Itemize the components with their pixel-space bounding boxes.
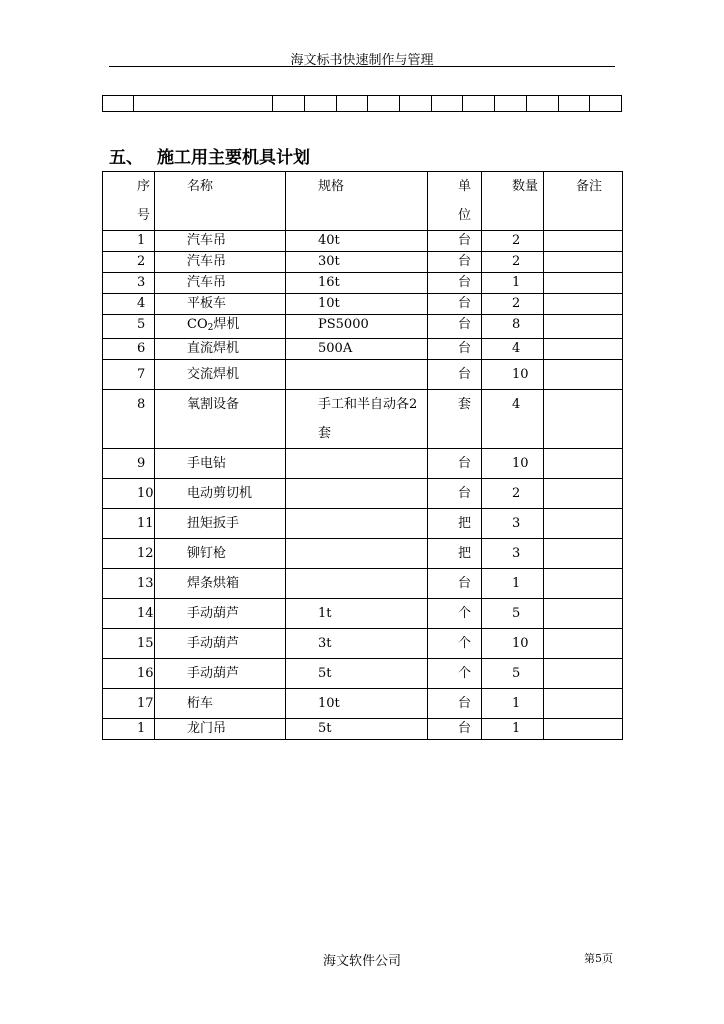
cell-unit: 把 [428,509,482,539]
cell-qty: 1 [482,569,544,599]
footer-page-number: 第5页 [584,952,613,965]
cell-qty: 5 [482,659,544,689]
cell-spec: 40t [286,231,428,252]
cell-unit: 台 [428,360,482,390]
cell-qty: 10 [482,629,544,659]
cell-no: 4 [103,294,155,315]
equipment-table [102,171,623,740]
cell-name: 龙门吊 [155,719,286,740]
page-header-title: 海文标书快速制作与管理 [290,53,434,68]
remnant-cell [273,96,305,112]
cell-note [544,360,623,390]
cell-qty: 5 [482,599,544,629]
cell-name: 手电钻 [155,449,286,479]
cell-unit: 台 [428,449,482,479]
table-row [103,479,623,509]
cell-unit: 台 [428,231,482,252]
cell-unit: 台 [428,479,482,509]
cell-spec [286,509,428,539]
cell-spec: PS5000 [286,315,428,339]
cell-qty: 1 [482,273,544,294]
table-row [103,449,623,479]
table-row [103,231,623,252]
cell-unit: 台 [428,689,482,719]
cell-spec: 手工和半自动各2套 [286,390,428,449]
cell-name: 交流焊机 [155,360,286,390]
cell-note [544,719,623,740]
remnant-cell [336,96,368,112]
table-row [103,339,623,360]
cell-no: 14 [103,599,155,629]
cell-unit: 台 [428,569,482,599]
footer-company: 海文软件公司 [322,954,401,969]
cell-qty: 4 [482,390,544,449]
remnant-cell [590,96,622,112]
cell-qty: 2 [482,294,544,315]
cell-unit: 台 [428,294,482,315]
section-number: 五、 [109,148,143,168]
cell-qty: 1 [482,689,544,719]
table-row [103,273,623,294]
cell-name: 手动葫芦 [155,599,286,629]
cell-unit: 把 [428,539,482,569]
cell-spec: 1t [286,599,428,629]
table-row [103,599,623,629]
cell-note [544,315,623,339]
cell-qty: 2 [482,479,544,509]
cell-no: 16 [103,659,155,689]
cell-unit: 个 [428,599,482,629]
cell-no: 7 [103,360,155,390]
remnant-cell [495,96,527,112]
cell-name: 平板车 [155,294,286,315]
cell-spec [286,360,428,390]
table-row [103,629,623,659]
table-row [103,689,623,719]
cell-note [544,569,623,599]
cell-spec: 10t [286,689,428,719]
cell-qty: 2 [482,231,544,252]
cell-name: 焊条烘箱 [155,569,286,599]
cell-name: 手动葫芦 [155,629,286,659]
cell-spec: 30t [286,252,428,273]
cell-name: 汽车吊 [155,273,286,294]
cell-qty: 2 [482,252,544,273]
cell-name: 手动葫芦 [155,659,286,689]
cell-note [544,479,623,509]
cell-note [544,659,623,689]
header-qty: 数量 [482,172,544,231]
cell-no: 15 [103,629,155,659]
cell-name: 汽车吊 [155,231,286,252]
remnant-cell [133,96,273,112]
cell-note [544,509,623,539]
table-row [103,659,623,689]
cell-spec: 500A [286,339,428,360]
cell-unit: 台 [428,273,482,294]
cell-no: 5 [103,315,155,339]
header-spec: 规格 [286,172,428,231]
cell-note [544,599,623,629]
remnant-cell [103,96,134,112]
cell-note [544,689,623,719]
cell-name: 桁车 [155,689,286,719]
remnant-cell [431,96,463,112]
remnant-cell [400,96,432,112]
cell-unit: 套 [428,390,482,449]
header-name: 名称 [155,172,286,231]
cell-no: 2 [103,252,155,273]
cell-qty: 3 [482,539,544,569]
header-unit: 单位 [428,172,482,231]
cell-qty: 10 [482,360,544,390]
cell-spec: 3t [286,629,428,659]
header-no: 序号 [103,172,155,231]
table-row [103,719,623,740]
cell-note [544,273,623,294]
cell-qty: 10 [482,449,544,479]
remnant-cell [526,96,558,112]
cell-name: $CO_2$焊机 [155,315,286,339]
cell-note [544,339,623,360]
table-row [103,390,623,449]
cell-no: 10 [103,479,155,509]
cell-no: 6 [103,339,155,360]
cell-note [544,390,623,449]
cell-name: 扭矩扳手 [155,509,286,539]
table-row [103,315,623,339]
cell-unit: 个 [428,629,482,659]
cell-name: 电动剪切机 [155,479,286,509]
table-header-row [103,172,623,231]
cell-spec: 5t [286,659,428,689]
header-note: 备注 [544,172,623,231]
cell-note [544,294,623,315]
table-row [103,360,623,390]
cell-note [544,252,623,273]
cell-no: 17 [103,689,155,719]
cell-note [544,539,623,569]
cell-no: 11 [103,509,155,539]
table-row [103,509,623,539]
cell-spec [286,569,428,599]
cell-no: 13 [103,569,155,599]
cell-name: 氧割设备 [155,390,286,449]
cell-no: 9 [103,449,155,479]
cell-unit: 台 [428,719,482,740]
previous-table-remnant [102,95,622,112]
cell-note [544,449,623,479]
cell-no: 1 [103,719,155,740]
cell-no: 1 [103,231,155,252]
cell-note [544,629,623,659]
section-title: 施工用主要机具计划 [157,148,310,168]
cell-qty: 4 [482,339,544,360]
table-row [103,539,623,569]
table-row [103,252,623,273]
cell-spec: 10t [286,294,428,315]
cell-name: 铆钉枪 [155,539,286,569]
remnant-cell [368,96,400,112]
header-divider [109,66,615,67]
section-heading [109,143,310,168]
cell-spec [286,479,428,509]
remnant-cell [305,96,337,112]
cell-spec: 5t [286,719,428,740]
table-row [103,569,623,599]
remnant-cell [558,96,590,112]
cell-unit: 台 [428,315,482,339]
cell-no: 3 [103,273,155,294]
cell-name: 直流焊机 [155,339,286,360]
cell-name: 汽车吊 [155,252,286,273]
cell-no: 8 [103,390,155,449]
cell-note [544,231,623,252]
cell-unit: 台 [428,252,482,273]
cell-unit: 个 [428,659,482,689]
cell-unit: 台 [428,339,482,360]
table-row [103,294,623,315]
cell-qty: 3 [482,509,544,539]
remnant-cell [463,96,495,112]
cell-spec: 16t [286,273,428,294]
cell-no: 12 [103,539,155,569]
cell-spec [286,539,428,569]
cell-qty: 8 [482,315,544,339]
cell-spec [286,449,428,479]
cell-qty: 1 [482,719,544,740]
